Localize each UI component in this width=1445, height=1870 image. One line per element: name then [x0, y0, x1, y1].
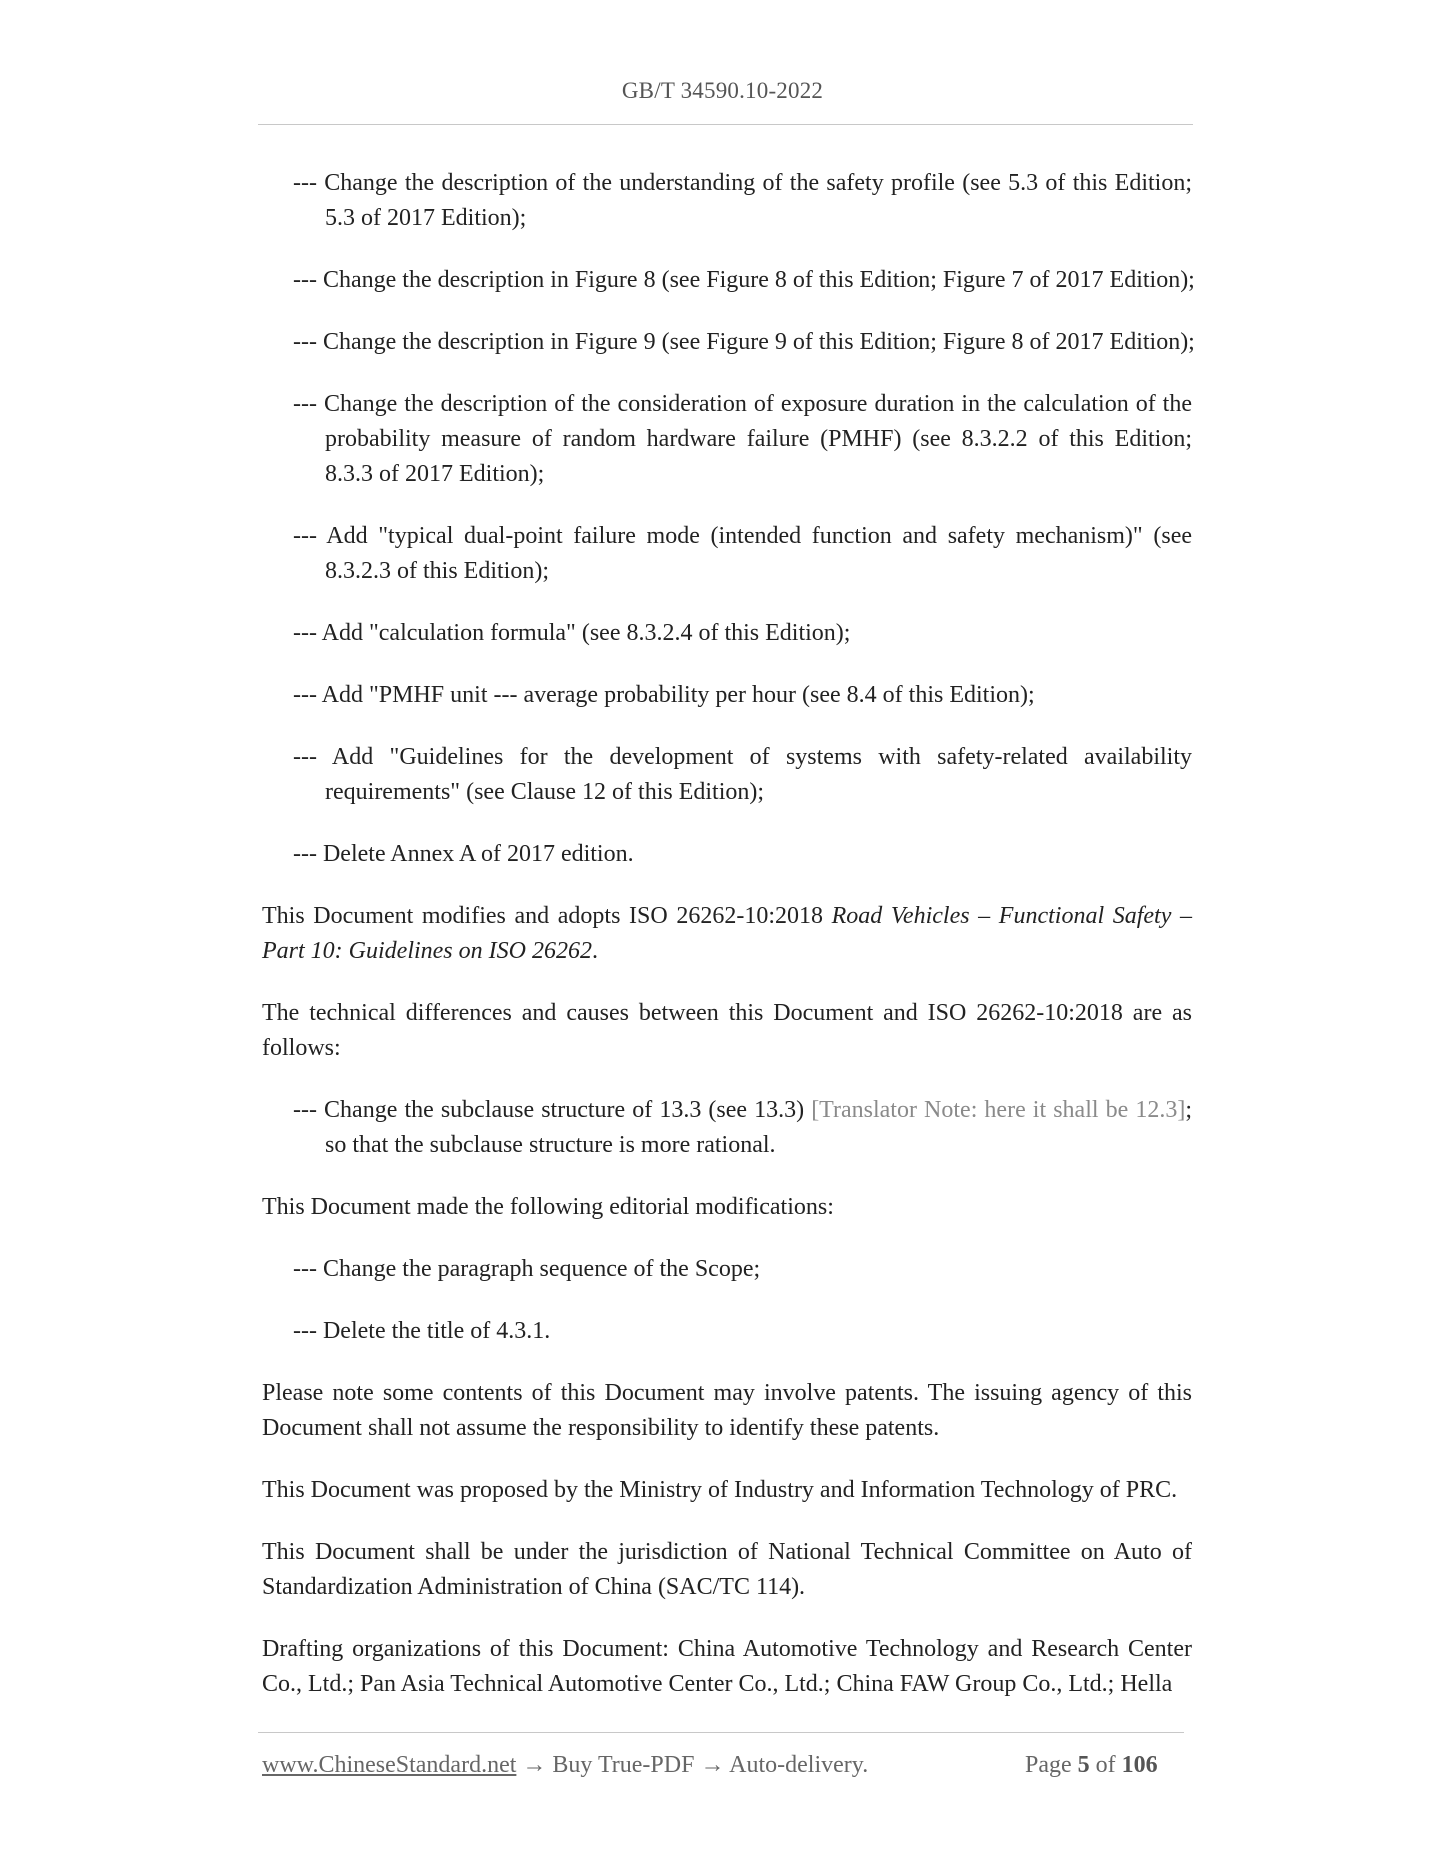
- translator-note: [Translator Note: here it shall be 12.3]: [811, 1097, 1186, 1123]
- delivery-text: Auto-delivery.: [729, 1752, 869, 1778]
- arrow-icon: →: [522, 1752, 547, 1778]
- patents-paragraph: Please note some contents of this Document may involve patents. The issuing agency of this Document shall not assume the responsibility to identify these patents.: [262, 1380, 1192, 1441]
- adoption-paragraph: This Document modifies and adopts ISO 26262-10:2018 Road Vehicles – Functional Safety – Part 10: Guidelines on ISO 26262.: [262, 903, 1193, 964]
- bullet-item: --- Add "Guidelines for the development of systems with safety-related availability requirements" (see Clause 12 of this Edition);: [293, 744, 1192, 805]
- proposed-by-paragraph: This Document was proposed by the Ministry of Industry and Information Technology of PRC.: [262, 1477, 1178, 1503]
- bullet-item: --- Add "typical dual-point failure mode (intended function and safety mechanism)" (see 8.3.2.3 of this Edition);: [293, 523, 1192, 584]
- bullet-item: --- Change the description in Figure 9 (see Figure 9 of this Edition; Figure 8 of 2017 Edition);: [293, 329, 1195, 355]
- bullet-item: --- Change the description of the consideration of exposure duration in the calculation of the probability measure of random hardware failure (PMHF) (see 8.3.2.2 of this Edition; 8.3.3 of 2017 Edition);: [293, 391, 1192, 487]
- page-indicator: Page 5 of 106: [1025, 1752, 1158, 1778]
- editorial-item: --- Delete the title of 4.3.1.: [293, 1318, 551, 1344]
- editorial-item: --- Change the paragraph sequence of the Scope;: [293, 1256, 761, 1282]
- bullet-item: --- Change the description of the understanding of the safety profile (see 5.3 of this Edition; 5.3 of 2017 Edition);: [293, 170, 1192, 231]
- footer-promo: [262, 1752, 868, 1779]
- bullet-item: --- Change the description in Figure 8 (see Figure 8 of this Edition; Figure 7 of 2017 Edition);: [293, 267, 1195, 293]
- bullet-item: --- Add "calculation formula" (see 8.3.2.4 of this Edition);: [293, 620, 851, 646]
- tech-diff-intro: The technical differences and causes between this Document and ISO 26262-10:2018 are as follows:: [262, 1000, 1192, 1061]
- tech-diff-item: --- Change the subclause structure of 13.3 (see 13.3) [Translator Note: here it shall be 12.3]; so that the subclause structure is more rational.: [293, 1097, 1193, 1158]
- buy-text: Buy True-PDF: [552, 1752, 695, 1778]
- jurisdiction-paragraph: This Document shall be under the jurisdiction of National Technical Committee on Auto of Standardization Administration of China (SAC/TC 114).: [262, 1539, 1192, 1600]
- total-pages: 106: [1121, 1752, 1158, 1778]
- bullet-item: --- Delete Annex A of 2017 edition.: [293, 841, 634, 867]
- page-body: [262, 166, 1195, 1729]
- bullet-item: --- Add "PMHF unit --- average probability per hour (see 8.4 of this Edition);: [293, 682, 1035, 708]
- editorial-intro: This Document made the following editorial modifications:: [262, 1194, 834, 1220]
- current-page: 5: [1077, 1752, 1090, 1778]
- arrow-icon: →: [700, 1752, 725, 1778]
- document-code-header: GB/T 34590.10-2022: [621, 78, 824, 103]
- site-link[interactable]: www.ChineseStandard.net: [262, 1752, 517, 1778]
- header-rule: [258, 124, 1193, 125]
- iso-title: Road Vehicles – Functional Safety – Part 10: Guidelines on ISO 26262: [262, 903, 1193, 964]
- footer-rule: [258, 1732, 1184, 1733]
- drafting-organizations-paragraph: Drafting organizations of this Document: China Automotive Technology and Research Center Co., Ltd.; Pan Asia Technical Automotive Center Co., Ltd.; China FAW Group Co., Ltd.; Hella: [262, 1636, 1192, 1697]
